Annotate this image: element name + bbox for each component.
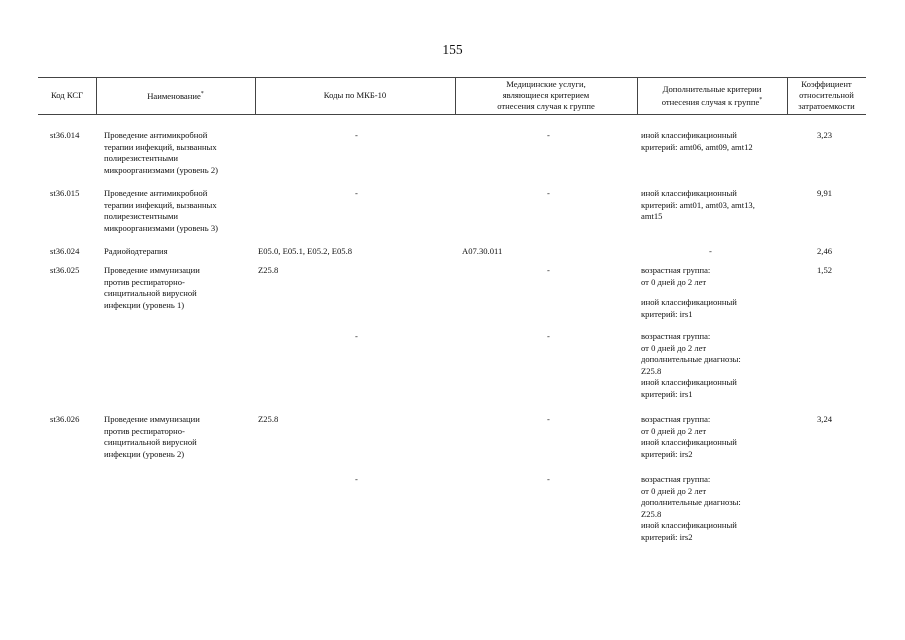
page-number: 155 [442,42,463,57]
medical-services: - [547,414,550,424]
medical-services: - [547,331,550,341]
additional-criteria: - [709,246,712,256]
ksg-name: Проведение иммунизации против респираторно- синцитиальной вирусной инфекции (уровень 2) [104,414,200,459]
mkb-codes: - [355,331,358,341]
ksg-code: st36.026 [50,414,80,424]
ksg-name: Проведение иммунизации против респираторно- синцитиальной вирусной инфекции (уровень 1) [104,265,200,310]
mkb-codes: - [355,474,358,484]
additional-criteria: иной классификационный критерий: amt06, amt09, amt12 [641,130,753,152]
mkb-codes: Z25.8 [258,414,279,424]
medical-services: - [547,265,550,275]
additional-criteria: возрастная группа: от 0 дней до 2 лет иной классификационный критерий: irs2 [641,414,737,459]
additional-criteria: иной классификационный критерий: irs1 [641,297,737,319]
medical-services: - [547,130,550,140]
coefficient: 3,23 [817,130,833,140]
header-criteria: Дополнительные критерии отнесения случая к группе* [661,83,763,107]
header-mkb: Коды по МКБ-10 [323,90,387,100]
header-name: Наименование* [147,90,204,101]
additional-criteria: возрастная группа: от 0 дней до 2 лет дополнительные диагнозы: Z25.8 иной классификационный критерий: irs1 [641,331,741,399]
ksg-code: st36.024 [50,246,80,256]
medical-services: - [547,188,550,198]
coefficient: 2,46 [817,246,833,256]
mkb-codes: - [355,130,358,140]
coefficient: 9,91 [817,188,833,198]
additional-criteria: возрастная группа: от 0 дней до 2 лет дополнительные диагнозы: Z25.8 иной классификационный критерий: irs2 [641,474,741,542]
header-services: Медицинские услуги, являющиеся критерием отнесения случая к группе [497,79,595,111]
ksg-name: Проведение антимикробной терапии инфекций, вызванных полирезистентными микроорганизмами (уровень 3) [104,188,218,233]
ksg-code: st36.025 [50,265,80,275]
coefficient: 3,24 [817,414,833,424]
additional-criteria: иной классификационный критерий: amt01, amt03, amt13, amt15 [641,188,755,222]
coefficient: 1,52 [817,265,833,275]
ksg-code: st36.014 [50,130,80,140]
medical-services: A07.30.011 [462,246,503,256]
ksg-name: Проведение антимикробной терапии инфекций, вызванных полирезистентными микроорганизмами (уровень 2) [104,130,218,175]
header-coefficient: Коэффициент относительной затратоемкости [798,79,855,111]
table-header-bottom-rule [38,114,866,115]
additional-criteria: возрастная группа: от 0 дней до 2 лет [641,265,711,287]
header-code: Код КСГ [50,90,84,100]
mkb-codes: Z25.8 [258,265,279,275]
mkb-codes: - [355,188,358,198]
ksg-code: st36.015 [50,188,80,198]
mkb-codes: E05.0, E05.1, E05.2, E05.8 [258,246,353,256]
ksg-name: Радиойодтерапия [104,246,168,256]
medical-services: - [547,474,550,484]
